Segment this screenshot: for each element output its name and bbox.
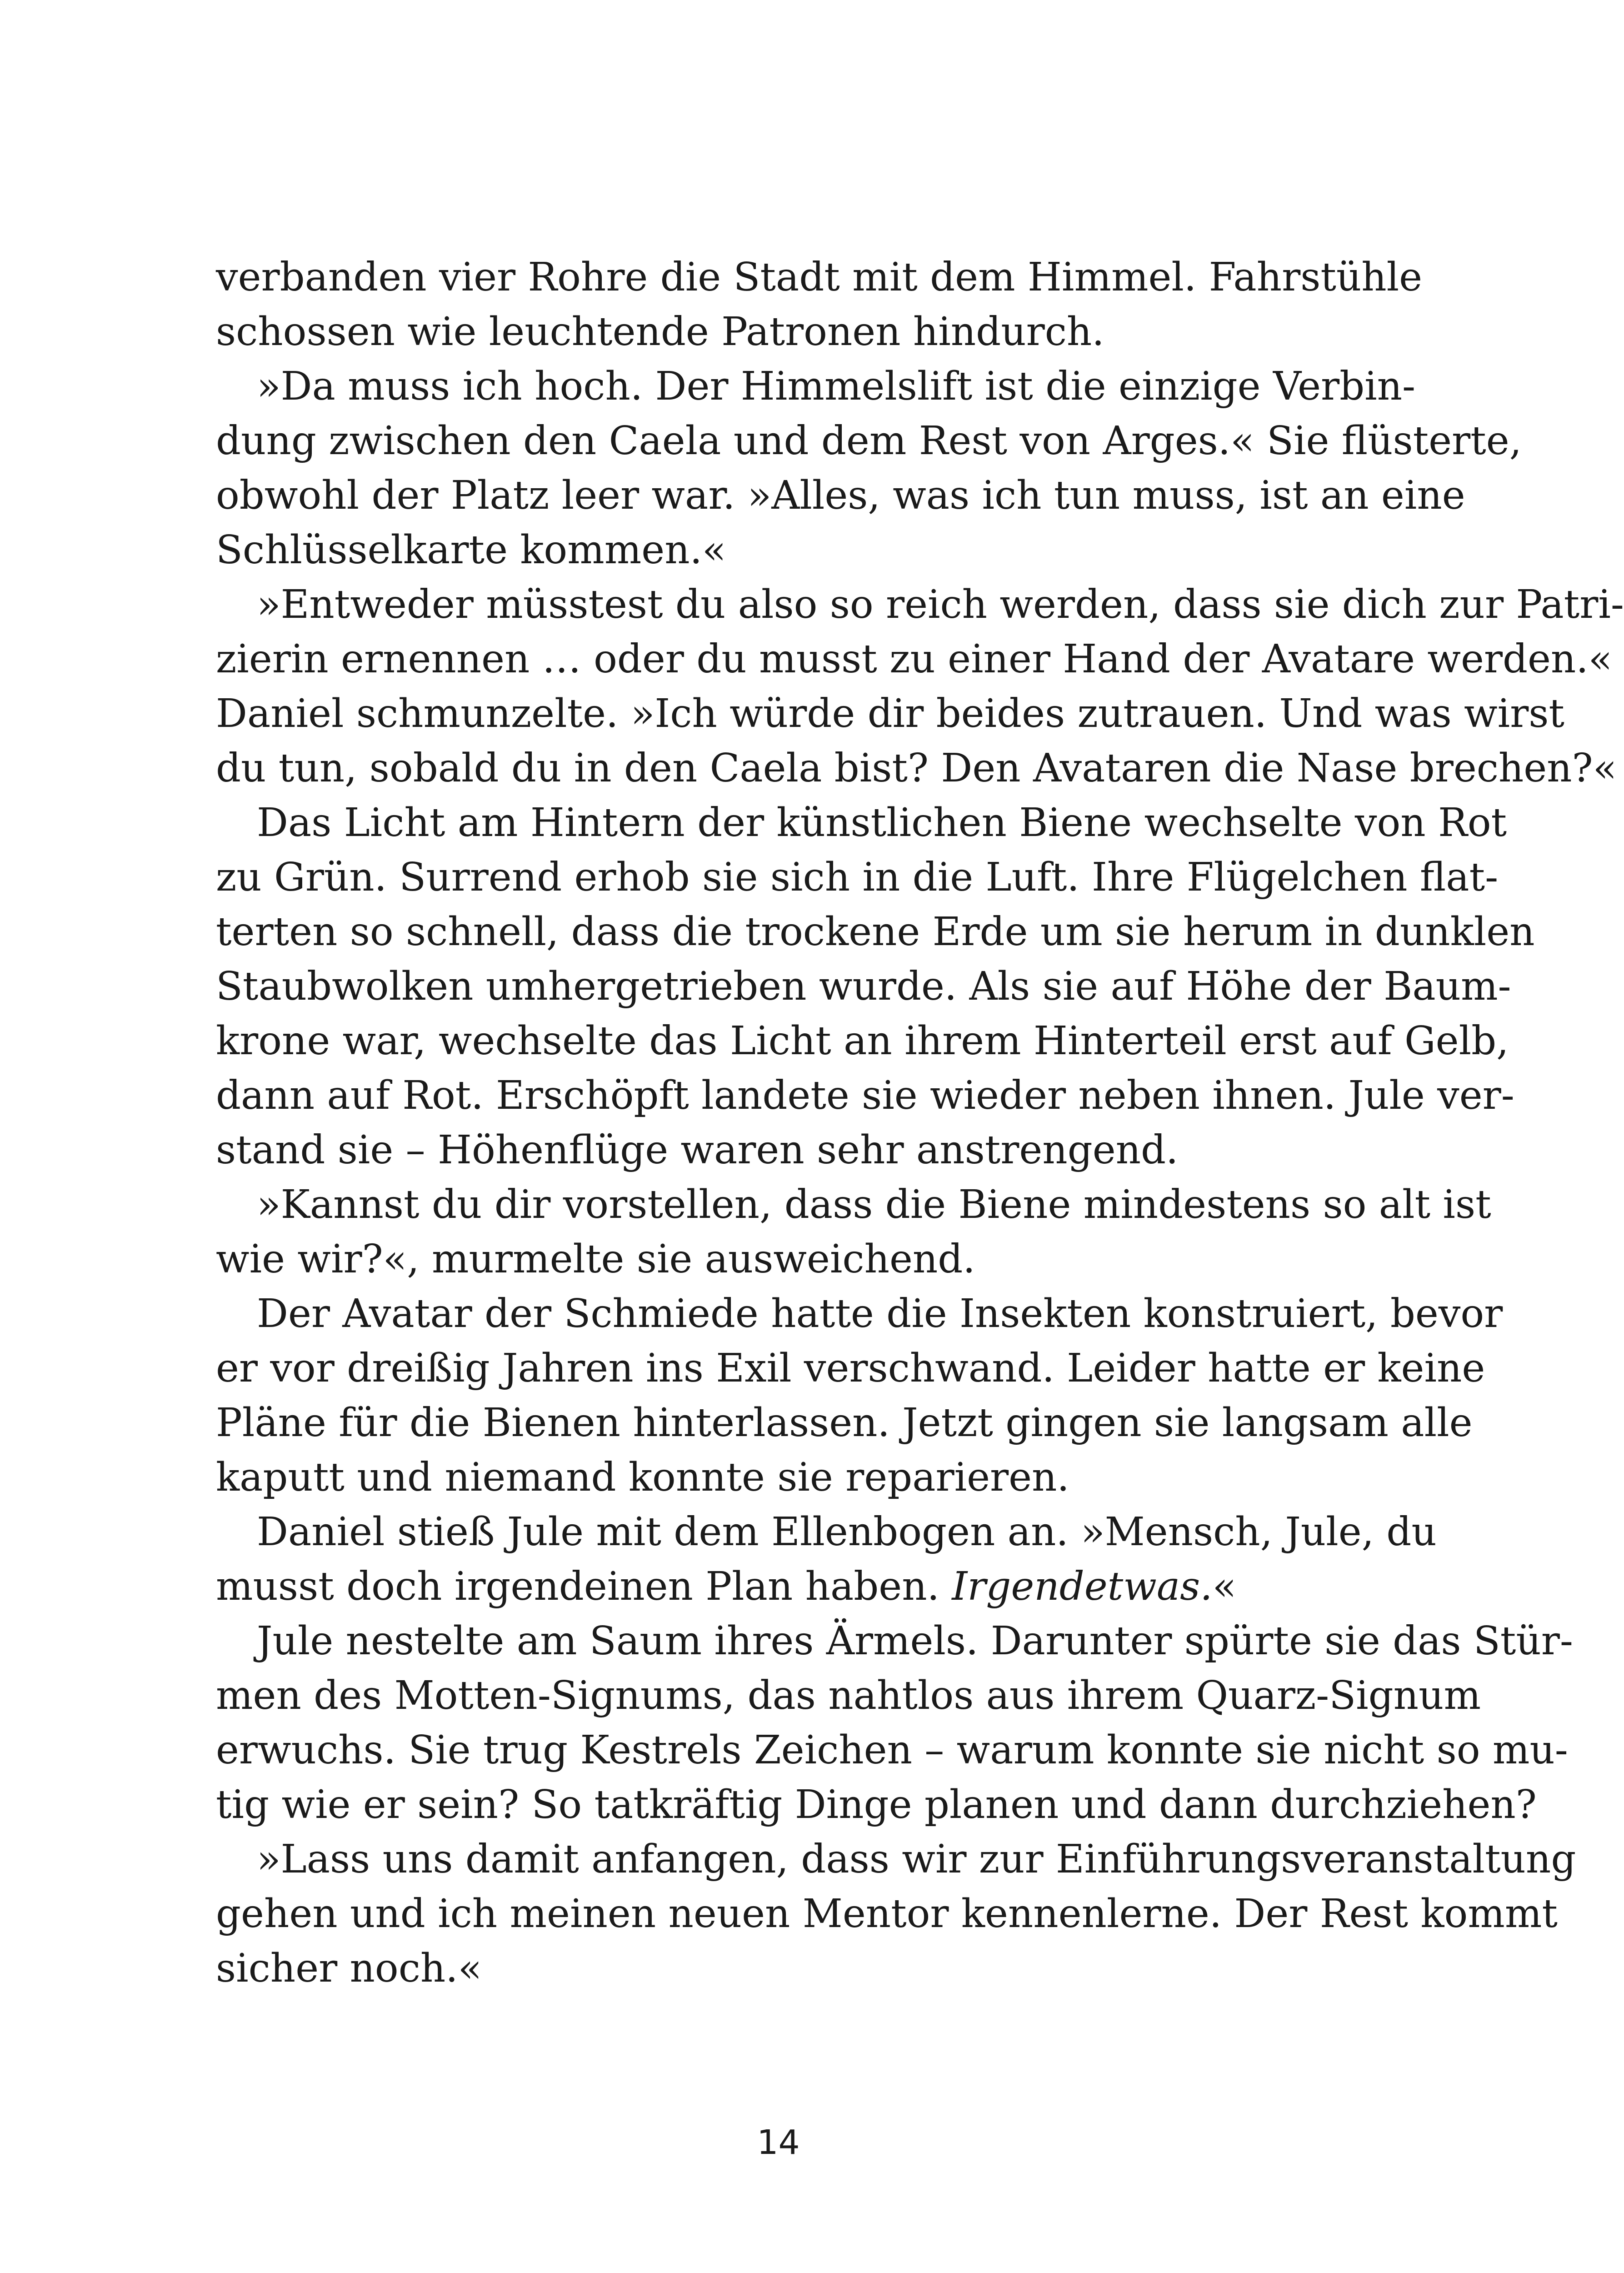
text-line: terten so schnell, dass die trockene Erde um sie herum in dunklen: [216, 909, 1535, 955]
text-line: [216, 1557, 1334, 1616]
text-line: Daniel schmunzelte. »Ich würde dir beides zutrauen. Und was wirst: [216, 691, 1564, 736]
text-line: obwohl der Platz leer war. »Alles, was ich tun muss, ist an eine: [216, 473, 1465, 518]
text-line: stand sie – Höhenflüge waren sehr anstrengend.: [216, 1127, 1179, 1173]
text-line: tig wie er sein? So tatkräftig Dinge planen und dann durchziehen?: [216, 1782, 1537, 1827]
text-line: »Lass uns damit anfangen, dass wir zur Einführungsveranstaltung: [257, 1837, 1576, 1882]
text-line-plain: musst doch irgendeinen Plan haben.: [216, 1564, 939, 1609]
text-line: »Entweder müsstest du also so reich werden, dass sie dich zur Patri-: [257, 582, 1624, 627]
text-line: Das Licht am Hintern der künstlichen Biene wechselte von Rot: [257, 800, 1507, 846]
italic-word: Irgendetwas.: [952, 1564, 1213, 1609]
text-line: dung zwischen den Caela und dem Rest von Arges.« Sie flüsterte,: [216, 418, 1522, 464]
text-line: du tun, sobald du in den Caela bist? Den Avataren die Nase brechen?«: [216, 746, 1617, 791]
text-line: Der Avatar der Schmiede hatte die Insekten konstruiert, bevor: [257, 1291, 1503, 1337]
text-line: Staubwolken umhergetrieben wurde. Als sie auf Höhe der Baum-: [216, 964, 1511, 1009]
text-line: »Kannst du dir vorstellen, dass die Biene mindestens so alt ist: [257, 1182, 1491, 1227]
text-line: Schlüsselkarte kommen.«: [216, 527, 726, 573]
text-line: er vor dreißig Jahren ins Exil verschwand. Leider hatte er keine: [216, 1346, 1485, 1391]
text-line: zierin ernennen … oder du musst zu einer Hand der Avatare werden.«: [216, 636, 1613, 682]
text-line: kaputt und niemand konnte sie reparieren.: [216, 1455, 1069, 1500]
text-line: dann auf Rot. Erschöpft landete sie wieder neben ihnen. Jule ver-: [216, 1073, 1514, 1118]
text-line: schossen wie leuchtende Patronen hindurch.: [216, 309, 1104, 355]
text-line: Daniel stieß Jule mit dem Ellenbogen an. »Mensch, Jule, du: [257, 1509, 1437, 1555]
text-line: sicher noch.«: [216, 1946, 482, 1991]
text-line: gehen und ich meinen neuen Mentor kennenlerne. Der Rest kommt: [216, 1891, 1558, 1937]
text-line: krone war, wechselte das Licht an ihrem Hinterteil erst auf Gelb,: [216, 1018, 1509, 1064]
page-number: 14: [757, 2123, 800, 2162]
text-line: verbanden vier Rohre die Stadt mit dem Himmel. Fahrstühle: [216, 255, 1423, 300]
closing-quote: «: [1212, 1564, 1237, 1609]
text-line: zu Grün. Surrend erhob sie sich in die Luft. Ihre Flügelchen flat-: [216, 855, 1499, 900]
text-line: »Da muss ich hoch. Der Himmelslift ist die einzige Verbin-: [257, 364, 1416, 409]
text-line: erwuchs. Sie trug Kestrels Zeichen – warum konnte sie nicht so mu-: [216, 1727, 1568, 1773]
text-line: Pläne für die Bienen hinterlassen. Jetzt gingen sie langsam alle: [216, 1400, 1473, 1446]
text-line: Jule nestelte am Saum ihres Ärmels. Darunter spürte sie das Stür-: [257, 1618, 1573, 1664]
text-line: wie wir?«, murmelte sie ausweichend.: [216, 1237, 975, 1282]
text-line: men des Motten-Signums, das nahtlos aus ihrem Quarz-Signum: [216, 1673, 1481, 1718]
